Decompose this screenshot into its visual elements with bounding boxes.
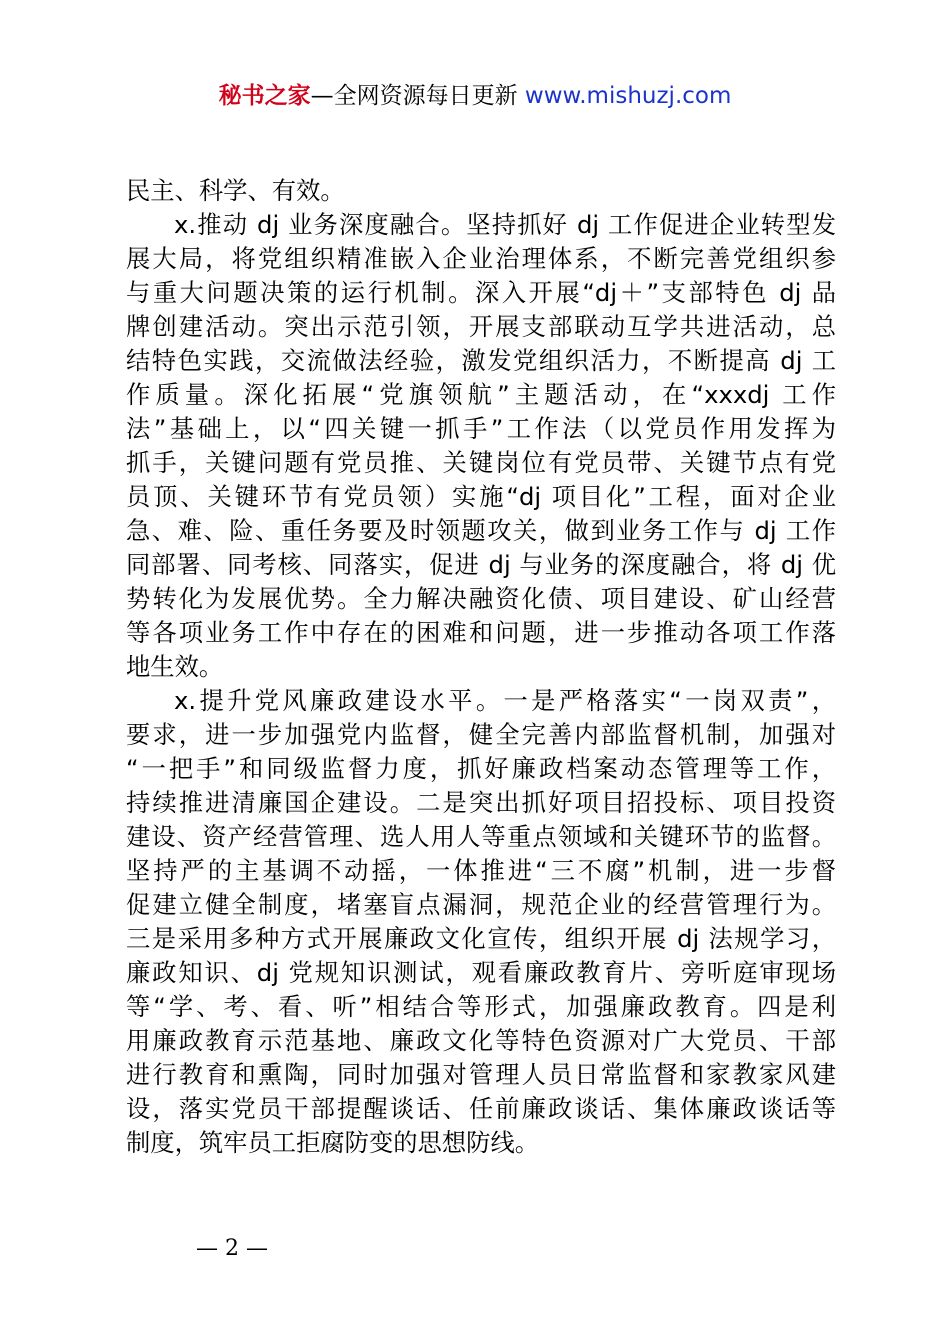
text-line: 用廉政教育示范基地、廉政文化等特色资源对广大党员、干部 bbox=[126, 1026, 836, 1055]
text-line: 员顶、关键环节有党员领）实施“dj 项目化”工程，面对企业 bbox=[126, 482, 836, 511]
text-line: 等“学、考、看、听”相结合等形式，加强廉政教育。四是利 bbox=[126, 992, 836, 1021]
text-line: 同部署、同考核、同落实，促进 dj 与业务的深度融合，将 dj 优 bbox=[126, 550, 836, 579]
text-line: 制度，筑牢员工拒腐防变的思想防线。 bbox=[126, 1128, 540, 1157]
text-line: 展大局，将党组织精准嵌入企业治理体系，不断完善党组织参 bbox=[126, 244, 836, 273]
text-line: 势转化为发展优势。全力解决融资化债、项目建设、矿山经营 bbox=[126, 584, 836, 613]
text-line: 进行教育和熏陶，同时加强对管理人员日常监督和家教家风建 bbox=[126, 1060, 836, 1089]
text-line: 廉政知识、dj 党规知识测试，观看廉政教育片、旁听庭审现场 bbox=[126, 958, 836, 987]
header-tagline: —全网资源每日更新 bbox=[310, 83, 525, 109]
text-line: 坚持严的主基调不动摇，一体推进“三不腐”机制，进一步督 bbox=[126, 856, 836, 885]
text-line: 要求，进一步加强党内监督，健全完善内部监督机制，加强对 bbox=[126, 720, 836, 749]
text-line: 牌创建活动。突出示范引领，开展支部联动互学共进活动，总 bbox=[126, 312, 836, 341]
paragraph-start-line: x.提升党风廉政建设水平。一是严格落实“一岗双责”， bbox=[174, 686, 836, 715]
text-line: 与重大问题决策的运行机制。深入开展“dj＋”支部特色 dj 品 bbox=[126, 278, 836, 307]
text-line: 法”基础上，以“四关键一抓手”工作法（以党员作用发挥为 bbox=[126, 414, 836, 443]
text-line: 作质量。深化拓展“党旗领航”主题活动，在“xxxdj 工作 bbox=[126, 380, 836, 409]
text-line: “一把手”和同级监督力度，抓好廉政档案动态管理等工作， bbox=[126, 754, 836, 783]
text-line: 急、难、险、重任务要及时领题攻关，做到业务工作与 dj 工作 bbox=[126, 516, 836, 545]
document-body bbox=[126, 174, 836, 1160]
text-line: 结特色实践，交流做法经验，激发党组织活力，不断提高 dj 工 bbox=[126, 346, 836, 375]
paragraph-start-line: x.推动 dj 业务深度融合。坚持抓好 dj 工作促进企业转型发 bbox=[174, 210, 836, 239]
page-number: — 2 — bbox=[196, 1236, 268, 1261]
text-line: 设，落实党员干部提醒谈话、任前廉政谈话、集体廉政谈话等 bbox=[126, 1094, 836, 1123]
text-line: 建设、资产经营管理、选人用人等重点领域和关键环节的监督。 bbox=[126, 822, 836, 851]
text-line: 民主、科学、有效。 bbox=[126, 176, 345, 205]
site-url-link[interactable]: www.mishuzj.com bbox=[524, 83, 732, 109]
text-line: 等各项业务工作中存在的困难和问题，进一步推动各项工作落 bbox=[126, 618, 836, 647]
text-line: 抓手，关键问题有党员推、关键岗位有党员带、关键节点有党 bbox=[126, 448, 836, 477]
text-line: 持续推进清廉国企建设。二是突出抓好项目招投标、项目投资 bbox=[126, 788, 836, 817]
text-line: 促建立健全制度，堵塞盲点漏洞，规范企业的经营管理行为。 bbox=[126, 890, 836, 919]
site-header bbox=[0, 80, 950, 112]
text-line: 地生效。 bbox=[126, 652, 224, 681]
brand-name: 秘书之家 bbox=[218, 83, 311, 109]
text-line: 三是采用多种方式开展廉政文化宣传，组织开展 dj 法规学习， bbox=[126, 924, 836, 953]
